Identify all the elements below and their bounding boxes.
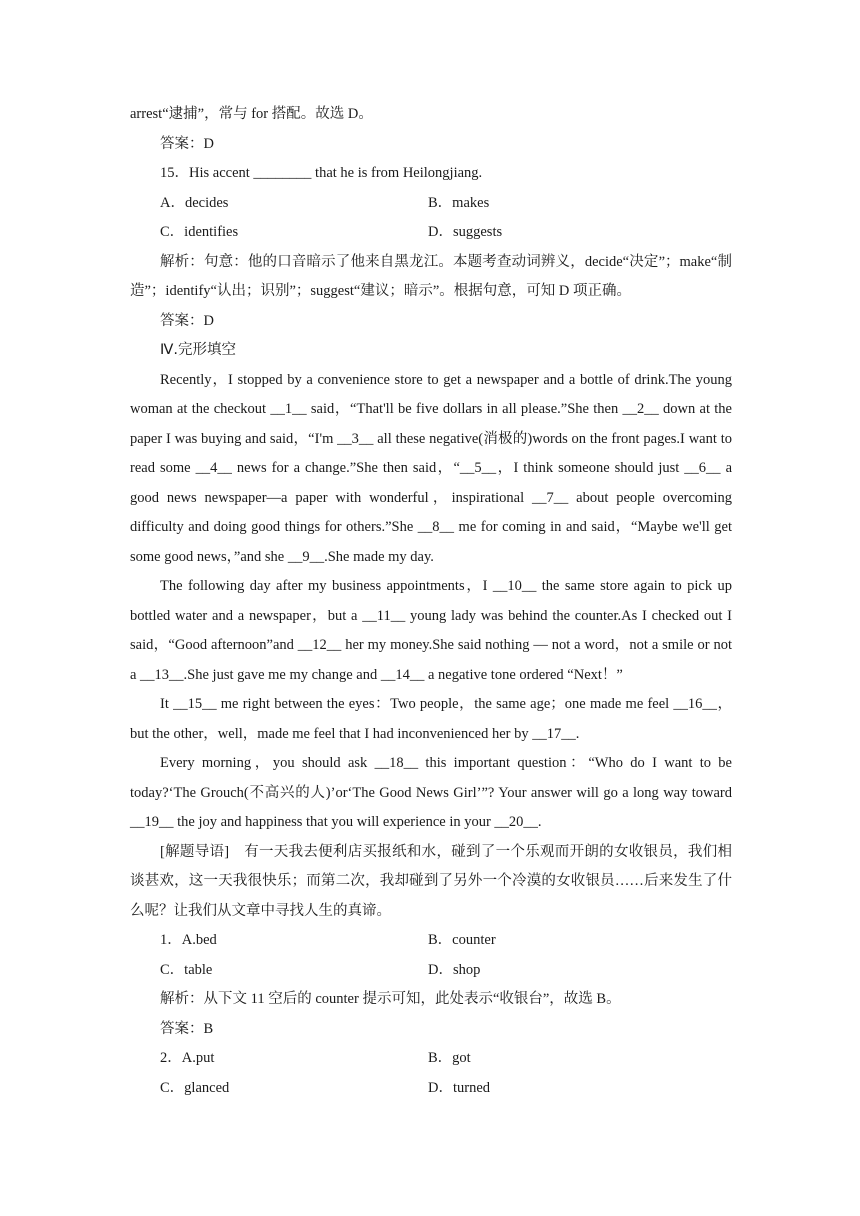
- passage-paragraph-3: It __15__ me right between the eyes：Two people，the same age；one made me feel __16__，but the other，well，made me feel that I had inconvenienced her by __17__.: [130, 696, 732, 742]
- passage-paragraph-1: Recently，I stopped by a convenience store to get a newspaper and a bottle of drink.The young woman at the checkout __1__ said，“That'll be five dollars in all please.”She then __2__ down at the paper I was buying and said，“I'm __3__ all these negative(消极的)words on the front pages.I want to read some __4__ news for a change.”She then said，“__5__，I think someone should just __6__ a good news newspaper—a paper with wonderful，inspirational __7__ about people overcoming difficulty and doing good things for others.”She __8__ me for coming in and said，“Maybe we'll get some good news，”and she __9__.She made my day.: [130, 371, 732, 565]
- cq1-option-a: 1．A.bed: [160, 932, 217, 948]
- q15-option-c: C．identifies: [160, 224, 239, 240]
- page-content: [130, 100, 732, 1103]
- cq2-option-c: C．glanced: [160, 1079, 230, 1096]
- cq2-option-a: 2．A.put: [160, 1050, 215, 1066]
- q15-analysis: 解析：句意：他的口音暗示了他来自黑龙江。本题考查动词辨义，decide“决定”；make“制造”；identify“认出；识别”；suggest“建议；暗示”。根据句意，可知 D 项正确。: [130, 253, 732, 299]
- q15-options-row-1: [130, 189, 732, 219]
- passage-paragraph-4: Every morning，you should ask __18__ this important question：“Who do I want to be today?‘The Grouch(不高兴的人)’or‘The Good News Girl’”? Your answer will go a long way toward __19__ the joy and happiness that you will experience in your __20__.: [130, 755, 732, 830]
- q15-option-b: B．makes: [428, 194, 490, 211]
- passage-paragraph-2: The following day after my business appointments，I __10__ the same store again to pick up bottled water and a newspaper，but a __11__ young lady was behind the counter.As I checked out I said，“Good afternoon”and __12__ her my money.She said nothing — not a word，not a smile or not a __13__.She just gave me my change and __14__ a negative tone ordered “Next！”: [130, 578, 732, 683]
- cq1-answer: 答案：B: [160, 1020, 214, 1037]
- q15-option-a: A．decides: [160, 194, 229, 211]
- q14-answer: 答案：D: [160, 135, 214, 152]
- cq2-option-d: D．turned: [428, 1079, 491, 1096]
- q15-options-row-2: [130, 218, 732, 248]
- cq1-analysis: 解析：从下文 11 空后的 counter 提示可知，此处表示“收银台”，故选 B。: [160, 991, 621, 1007]
- q15-answer: 答案：D: [160, 312, 214, 329]
- q15-stem: 15．His accent ________ that he is from Heilongjiang.: [160, 165, 483, 181]
- section-title: Ⅳ.完形填空: [160, 342, 236, 358]
- cq2-option-b: B．got: [428, 1050, 471, 1066]
- cq1-option-b: B．counter: [428, 932, 496, 948]
- cq1-options-row-1: [130, 926, 732, 956]
- cq1-option-d: D．shop: [428, 961, 481, 978]
- q14-analysis-tail: arrest“逮捕”，常与 for 搭配。故选 D。: [130, 106, 373, 122]
- reading-guide: [解题导语] 有一天我去便利店买报纸和水，碰到了一个乐观而开朗的女收银员，我们相谈甚欢，这一天我很快乐；而第二次，我却碰到了另外一个冷漠的女收银员……后来发生了什么呢？让我们从文章中寻找人生的真谛。: [130, 843, 732, 919]
- q15-option-d: D．suggests: [428, 224, 503, 240]
- cq2-options-row-2: [130, 1074, 732, 1104]
- cq1-options-row-2: [130, 956, 732, 986]
- cq2-options-row-1: [130, 1044, 732, 1074]
- cq1-option-c: C．table: [160, 961, 213, 978]
